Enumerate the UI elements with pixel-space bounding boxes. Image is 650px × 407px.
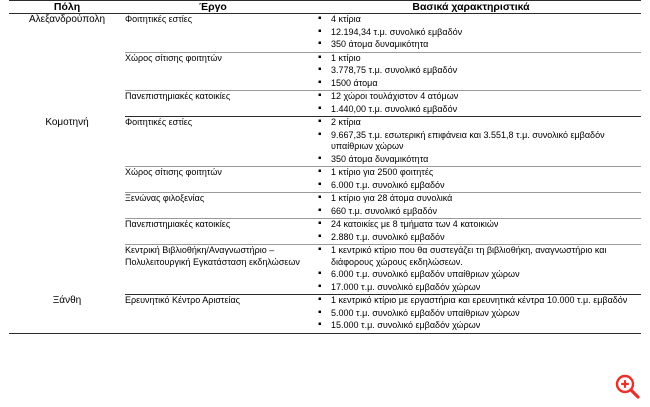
magnifier-plus-icon[interactable]: [614, 373, 640, 399]
feature-item: ▪ 5.000 τ.μ. συνολικό εμβαδόν υπαίθριων χώρων: [331, 308, 641, 320]
table-row: [9, 295, 641, 334]
feature-item: ▪ 4 κτίρια: [331, 14, 641, 26]
project-cell: Χώρος σίτισης φοιτητών: [125, 52, 301, 91]
table-body: [9, 14, 641, 334]
features-cell: [301, 52, 641, 91]
features-cell: [301, 245, 641, 295]
table-row: [9, 14, 641, 53]
feature-item: ▪ 9.667,35 τ.μ. εσωτερική επιφάνεια και 3.551,8 τ.μ. συνολικό εμβαδόν υπαίθριων χώρων: [331, 130, 641, 153]
project-cell: Φοιτητικές εστίες: [125, 14, 301, 53]
projects-table: [9, 0, 641, 334]
project-cell: Χώρος σίτισης φοιτητών: [125, 167, 301, 193]
feature-item: ▪ 350 άτομα δυναμικότητα: [331, 39, 641, 51]
feature-item: ▪ 2 κτίρια: [331, 117, 641, 129]
feature-item: ▪ 24 κατοικίες με 8 τμήματα των 4 κατοικιών: [331, 219, 641, 231]
project-cell: Ερευνητικό Κέντρο Αριστείας: [125, 295, 301, 334]
table-header: [9, 1, 641, 14]
project-cell: Πανεπιστημιακές κατοικίες: [125, 91, 301, 117]
project-cell: Πανεπιστημιακές κατοικίες: [125, 219, 301, 245]
feature-item: ▪ 1 κτίριο για 2500 φοιτητές: [331, 167, 641, 179]
features-cell: [301, 219, 641, 245]
feature-item: ▪ 1 κτίριο: [331, 53, 641, 65]
feature-item: ▪ 12.194,34 τ.μ. συνολικό εμβαδόν: [331, 27, 641, 39]
feature-item: ▪ 350 άτομα δυναμικότητα: [331, 154, 641, 166]
features-cell: [301, 193, 641, 219]
feature-item: ▪ 1500 άτομα: [331, 78, 641, 90]
city-cell: Ξάνθη: [9, 295, 125, 334]
feature-item: ▪ 1 κεντρικό κτίριο που θα συστεγάζει τη βιβλιοθήκη, αναγνωστήριο και διάφορους χώρους εκδηλώσεων.: [331, 245, 641, 268]
features-cell: [301, 295, 641, 334]
column-header-project: Έργο: [125, 1, 301, 14]
project-cell: Κεντρική Βιβλιοθήκη/Αναγνωστήριο – Πολυλειτουργική Εγκατάσταση εκδηλώσεων: [125, 245, 301, 295]
city-cell: Κομοτηνή: [45, 116, 89, 128]
table-row: [9, 117, 641, 167]
column-header-city: Πόλη: [9, 1, 125, 14]
feature-item: ▪ 1 κεντρικό κτίριο με εργαστήρια και ερευνητικά κέντρα 10.000 τ.μ. εμβαδόν: [331, 295, 641, 307]
features-cell: [301, 167, 641, 193]
features-cell: [301, 14, 641, 53]
feature-item: ▪ 15.000 τ.μ. συνολικό εμβαδόν χώρων: [331, 320, 641, 332]
feature-item: ▪ 2.880 τ.μ. συνολικό εμβαδόν: [331, 232, 641, 244]
feature-item: ▪ 17.000 τ.μ. συνολικό εμβαδόν χώρων: [331, 282, 641, 294]
features-cell: [301, 91, 641, 117]
features-cell: [301, 117, 641, 167]
feature-item: ▪ 6.000 τ.μ. συνολικό εμβαδόν: [331, 180, 641, 192]
feature-item: ▪ 3.778,75 τ.μ. συνολικό εμβαδόν: [331, 65, 641, 77]
city-cell: Αλεξανδρούπολη: [28, 14, 106, 25]
feature-item: ▪ 660 τ.μ. συνολικό εμβαδόν: [331, 206, 641, 218]
project-cell: Ξενώνας φιλοξενίας: [125, 193, 301, 219]
feature-item: ▪ 12 χώροι τουλάχιστον 4 ατόμων: [331, 91, 641, 103]
feature-item: ▪ 6.000 τ.μ. συνολικό εμβαδόν υπαίθριων χώρων: [331, 269, 641, 281]
feature-item: ▪ 1 κτίριο για 28 άτομα συνολικά: [331, 193, 641, 205]
column-header-features: Βασικά χαρακτηριστικά: [301, 1, 641, 14]
feature-item: ▪ 1.440,00 τ.μ. συνολικό εμβαδόν: [331, 104, 641, 116]
project-cell: Φοιτητικές εστίες: [125, 117, 301, 167]
